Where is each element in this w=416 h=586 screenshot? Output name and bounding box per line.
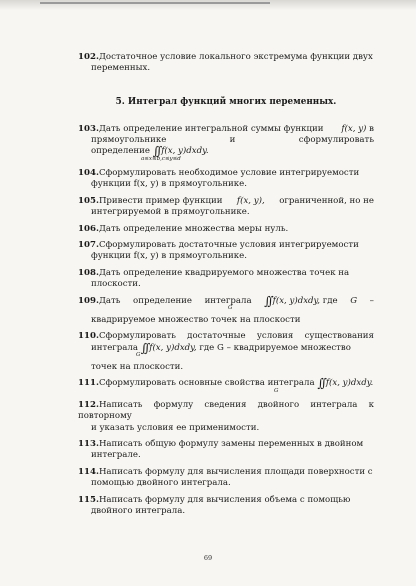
question-108 — [78, 268, 374, 291]
question-109 — [78, 293, 374, 327]
question-text: где G – квадрируемое множество — [199, 342, 351, 353]
question-text: сформулировать — [298, 135, 374, 146]
question-107 — [78, 240, 374, 263]
question-103 — [78, 124, 374, 163]
question-text: ограниченной, но не — [279, 195, 374, 206]
double-integral-sign: ∫∫ — [152, 144, 160, 159]
question-text: Написать формулу сведения двойного интеграла к повторному — [78, 399, 374, 422]
question-number: 114. — [78, 466, 99, 477]
question-text: Сформулировать — [98, 331, 176, 342]
question-text: Сформулировать необходимое условие интегрируемости — [98, 167, 360, 178]
question-number: 115. — [78, 494, 99, 505]
math-expression: f(x, y)dxdy, — [272, 295, 321, 306]
question-text: Написать общую формулу замены переменных в двойном — [98, 439, 364, 449]
integral-domain: G — [136, 351, 141, 358]
question-text: прямоугольнике — [91, 135, 167, 146]
question-text: Дать — [98, 295, 121, 306]
question-102 — [78, 52, 374, 75]
question-114 — [78, 467, 374, 490]
question-112 — [78, 400, 374, 434]
section-heading: 5. Интеграл функций многих переменных. — [115, 96, 337, 107]
question-number: 108. — [78, 267, 99, 278]
question-number: 104. — [78, 167, 99, 178]
question-104 — [78, 168, 374, 191]
question-text: в — [369, 123, 374, 134]
question-text: Дать определение квадрируемого множества точек на — [98, 267, 350, 278]
question-115 — [78, 495, 374, 518]
question-text: интеграла — [204, 295, 252, 306]
question-number: 106. — [78, 223, 99, 234]
question-text: Дать определение интегральной суммы функции — [98, 123, 324, 134]
question-number: 113. — [78, 439, 99, 449]
question-number: 112. — [78, 399, 99, 410]
question-text: интеграла — [91, 342, 139, 353]
question-text-cont: переменных. — [91, 63, 151, 74]
question-text: Написать формулу для вычисления площади поверхности с — [98, 466, 373, 477]
page-number: 69 — [203, 554, 213, 562]
question-text: Сформулировать достаточные условия интегрируемости — [98, 240, 359, 251]
question-number: 111. — [78, 378, 99, 389]
question-text: Написать формулу для вычисления объема с помощью — [98, 494, 351, 505]
question-text-cont: функции f(x, y) в прямоугольнике. — [91, 179, 247, 190]
question-text-cont: точек на плоскости. — [91, 361, 184, 372]
question-text-cont: двойного интеграла. — [91, 505, 186, 516]
double-integral-sign: ∫∫ — [317, 376, 324, 391]
question-113 — [78, 439, 374, 462]
question-text: условия — [256, 331, 294, 342]
document-page — [78, 52, 374, 522]
question-text: существования — [304, 331, 374, 342]
double-integral-sign: ∫∫ — [140, 340, 148, 355]
question-text-cont: квадрируемое множество точек на плоскости — [91, 314, 301, 325]
question-111 — [78, 378, 374, 394]
question-text: достаточные — [187, 331, 246, 342]
question-text: Сформулировать основные свойства интеграла — [98, 378, 315, 389]
question-number: 102. — [78, 52, 99, 62]
question-text-cont: и указать условия ее применимости. — [91, 422, 260, 433]
question-number: 110. — [78, 331, 99, 342]
question-text-cont: функции f(x, y) в прямоугольнике. — [91, 251, 247, 262]
dash: – — [369, 295, 374, 306]
question-105 — [78, 196, 374, 219]
question-text: определение — [133, 295, 192, 306]
question-text: где — [322, 295, 338, 306]
question-text: Дать определение множества меры нуль. — [98, 223, 289, 234]
question-number: 103. — [78, 123, 99, 134]
integral-domain: a≤x≤b,c≤y≤d — [141, 155, 181, 162]
question-110 — [78, 331, 374, 373]
math-expression: f(x, y) — [341, 123, 367, 134]
question-text-cont: плоскости. — [91, 279, 141, 290]
integral-domain: G — [228, 304, 233, 311]
scan-mark — [40, 2, 270, 4]
math-expression: f(x, y), — [236, 195, 265, 206]
math-expression: f(x, y)dxdy. — [325, 378, 374, 389]
double-integral-sign: ∫∫ — [264, 293, 271, 308]
question-text: Достаточное условие локального экстремума функции двух — [98, 52, 373, 62]
question-number: 105. — [78, 195, 99, 206]
question-number: 109. — [78, 295, 99, 306]
math-expression: f(x, y)dxdy, — [149, 342, 197, 353]
question-text-cont: интегрируемой в прямоугольнике. — [91, 207, 250, 218]
integral-domain: G — [274, 387, 279, 394]
question-number: 107. — [78, 240, 99, 251]
math-expression: f(x, y)dxdy. — [161, 146, 209, 157]
question-text: Привести пример функции — [98, 195, 223, 206]
question-text: и — [229, 135, 236, 146]
question-text: определение — [91, 146, 150, 157]
math-symbol: G — [350, 295, 358, 306]
question-text-cont: помощью двойного интеграла. — [91, 478, 231, 489]
question-text-cont: интеграле. — [91, 450, 141, 461]
question-106 — [78, 224, 374, 235]
